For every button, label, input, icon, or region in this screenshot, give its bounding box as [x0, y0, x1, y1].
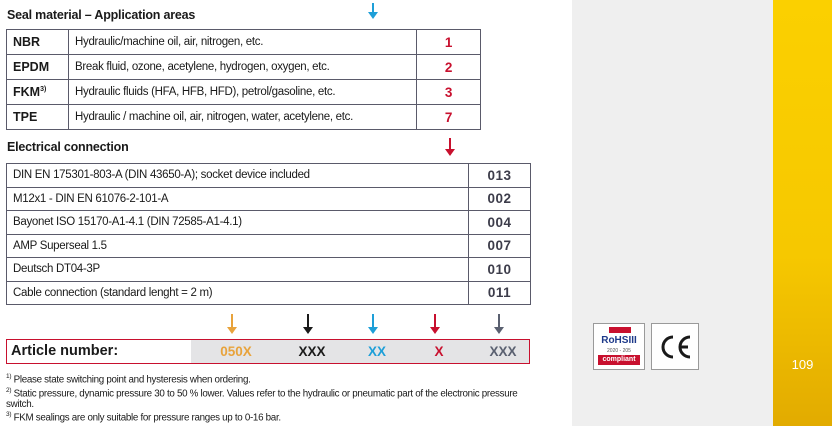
article-part-3: XX — [367, 344, 386, 359]
ce-mark-icon — [651, 323, 699, 370]
seal-code: FKM$^{3)}$ — [7, 80, 69, 105]
connection-number: 011 — [469, 281, 531, 305]
page-number: 109 — [791, 357, 814, 372]
table-row — [7, 281, 531, 305]
article-part-4: X — [434, 344, 444, 359]
footnotes — [6, 372, 526, 424]
article-number-box — [6, 339, 530, 364]
article-part-5: XXX — [489, 344, 517, 359]
seal-number: 1 — [417, 30, 481, 55]
table-row — [7, 80, 481, 105]
seal-code: NBR — [7, 30, 69, 55]
seal-number: 7 — [417, 105, 481, 130]
rohs-status: compliant — [598, 355, 640, 365]
electrical-section-heading: Electrical connection — [7, 140, 129, 154]
electrical-connection-table — [6, 163, 531, 305]
connection-number: 010 — [469, 258, 531, 282]
connection-number: 002 — [469, 187, 531, 211]
connection-description: Deutsch DT04-3P — [7, 258, 469, 282]
footnote: $^{1)}$ Please state switching point and hysteresis when ordering. — [6, 373, 251, 386]
connection-description: M12x1 - DIN EN 61076-2-101-A — [7, 187, 469, 211]
connection-description: Bayonet ISO 15170-A1-4.1 (DIN 72585-A1-4.1) — [7, 211, 469, 235]
connection-description: AMP Superseal 1.5 — [7, 234, 469, 258]
connection-description: DIN EN 175301-803-A (DIN 43650-A); socket device included — [7, 164, 469, 188]
connection-number: 004 — [469, 211, 531, 235]
seal-material-table — [6, 29, 481, 130]
seal-number: 2 — [417, 55, 481, 80]
rohs-banner — [609, 327, 631, 333]
seal-description: Hydraulic / machine oil, air, nitrogen, water, acetylene, etc. — [69, 105, 417, 130]
table-row — [7, 211, 531, 235]
table-row — [7, 30, 481, 55]
table-row — [7, 234, 531, 258]
connection-description: Cable connection (standard lenght = 2 m) — [7, 281, 469, 305]
seal-number: 3 — [417, 80, 481, 105]
connection-number: 007 — [469, 234, 531, 258]
footnote: $^{3)}$ FKM sealings are only suitable for pressure ranges up to 0-16 bar. — [6, 411, 281, 424]
table-row — [7, 105, 481, 130]
rohs-badge — [593, 323, 645, 370]
footnote: $^{2)}$ Static pressure, dynamic pressure 30 to 50 % lower. Values refer to the hydraulic or pneumatic part of the electronic pressure switch. — [6, 386, 518, 410]
table-row — [7, 55, 481, 80]
rohs-title: RoHSIII — [601, 335, 637, 346]
article-number-label: Article number: — [11, 343, 119, 359]
seal-description: Break fluid, ozone, acetylene, hydrogen, oxygen, etc. — [69, 55, 417, 80]
seal-description: Hydraulic fluids (HFA, HFB, HFD), petrol/gasoline, etc. — [69, 80, 417, 105]
seal-code: TPE — [7, 105, 69, 130]
seal-section-heading: Seal material – Application areas — [7, 8, 196, 22]
table-row — [7, 258, 531, 282]
rohs-years: 2020 - 205 — [607, 348, 631, 354]
seal-description: Hydraulic/machine oil, air, nitrogen, etc. — [69, 30, 417, 55]
article-part-2: XXX — [298, 344, 326, 359]
connection-number: 013 — [469, 164, 531, 188]
table-row — [7, 187, 531, 211]
table-row — [7, 164, 531, 188]
seal-code: EPDM — [7, 55, 69, 80]
article-part-1: 050X — [220, 344, 252, 359]
